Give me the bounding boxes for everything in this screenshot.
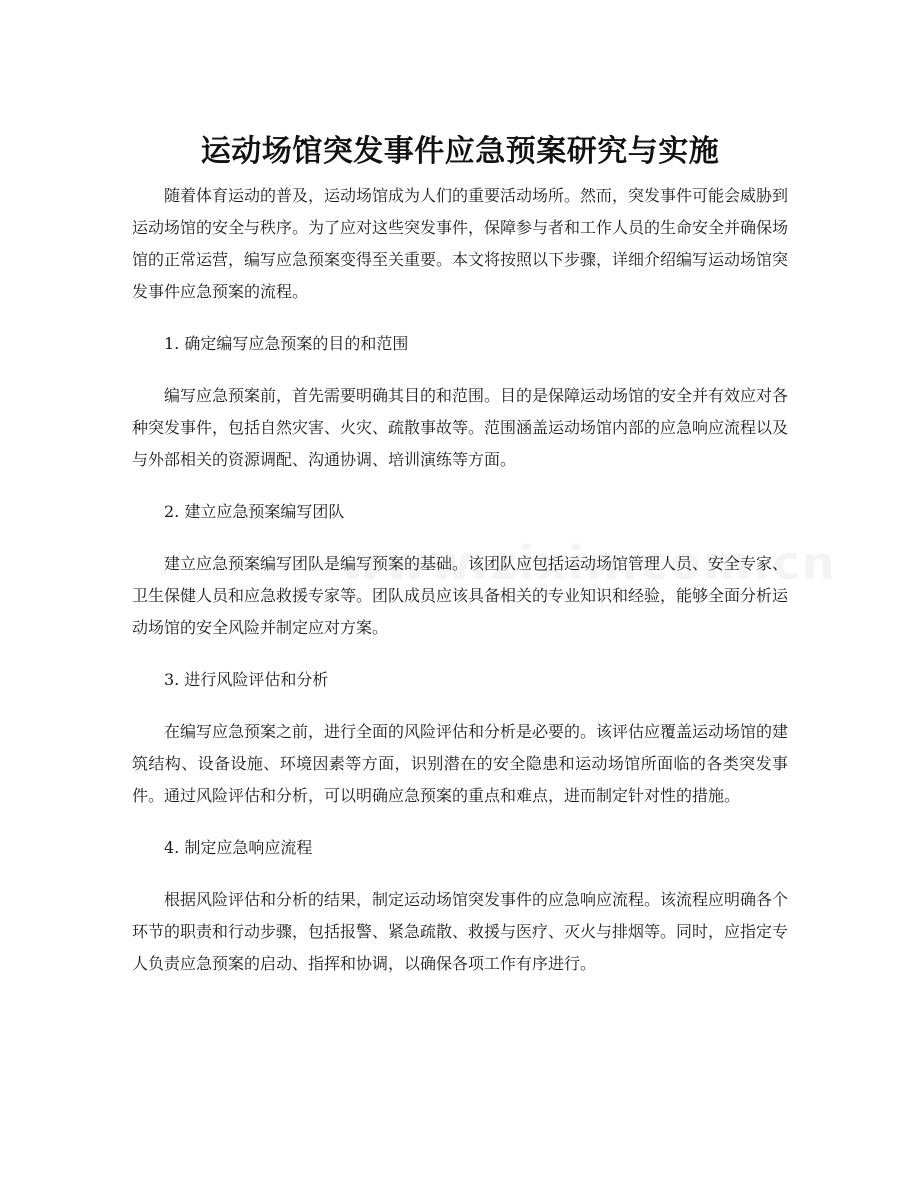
section-heading-3: 3. 进行风险评估和分析	[164, 670, 329, 689]
section-heading-4: 4. 制定应急响应流程	[164, 838, 313, 857]
section-body-2: 建立应急预案编写团队是编写预案的基础。该团队应包括运动场馆管理人员、安全专家、卫生保健人员和应急救援专家等。团队成员应该具备相关的专业知识和经验，能够全面分析运动场馆的安全风险并制定应对方案。	[132, 554, 789, 637]
section-body-1: 编写应急预案前，首先需要明确其目的和范围。目的是保障运动场馆的安全并有效应对各种突发事件，包括自然灾害、火灾、疏散事故等。范围涵盖运动场馆内部的应急响应流程以及与外部相关的资源调配、沟通协调、培训演练等方面。	[132, 386, 789, 469]
section-heading-1: 1. 确定编写应急预案的目的和范围	[164, 334, 409, 353]
section-heading-2: 2. 建立应急预案编写团队	[164, 502, 345, 521]
document-title: 运动场馆突发事件应急预案研究与实施	[200, 134, 720, 170]
intro-paragraph: 随着体育运动的普及，运动场馆成为人们的重要活动场所。然而，突发事件可能会威胁到运动场馆的安全与秩序。为了应对这些突发事件，保障参与者和工作人员的生命安全并确保场馆的正常运营，编写应急预案变得至关重要。本文将按照以下步骤，详细介绍编写运动场馆突发事件应急预案的流程。	[132, 186, 789, 301]
section-body-3: 在编写应急预案之前，进行全面的风险评估和分析是必要的。该评估应覆盖运动场馆的建筑结构、设备设施、环境因素等方面，识别潜在的安全隐患和运动场馆所面临的各类突发事件。通过风险评估和分析，可以明确应急预案的重点和难点，进而制定针对性的措施。	[132, 722, 789, 805]
section-body-4: 根据风险评估和分析的结果，制定运动场馆突发事件的应急响应流程。该流程应明确各个环节的职责和行动步骤，包括报警、紧急疏散、救援与医疗、灭火与排烟等。同时，应指定专人负责应急预案的启动、指挥和协调，以确保各项工作有序进行。	[132, 890, 789, 973]
document-body	[132, 180, 788, 980]
